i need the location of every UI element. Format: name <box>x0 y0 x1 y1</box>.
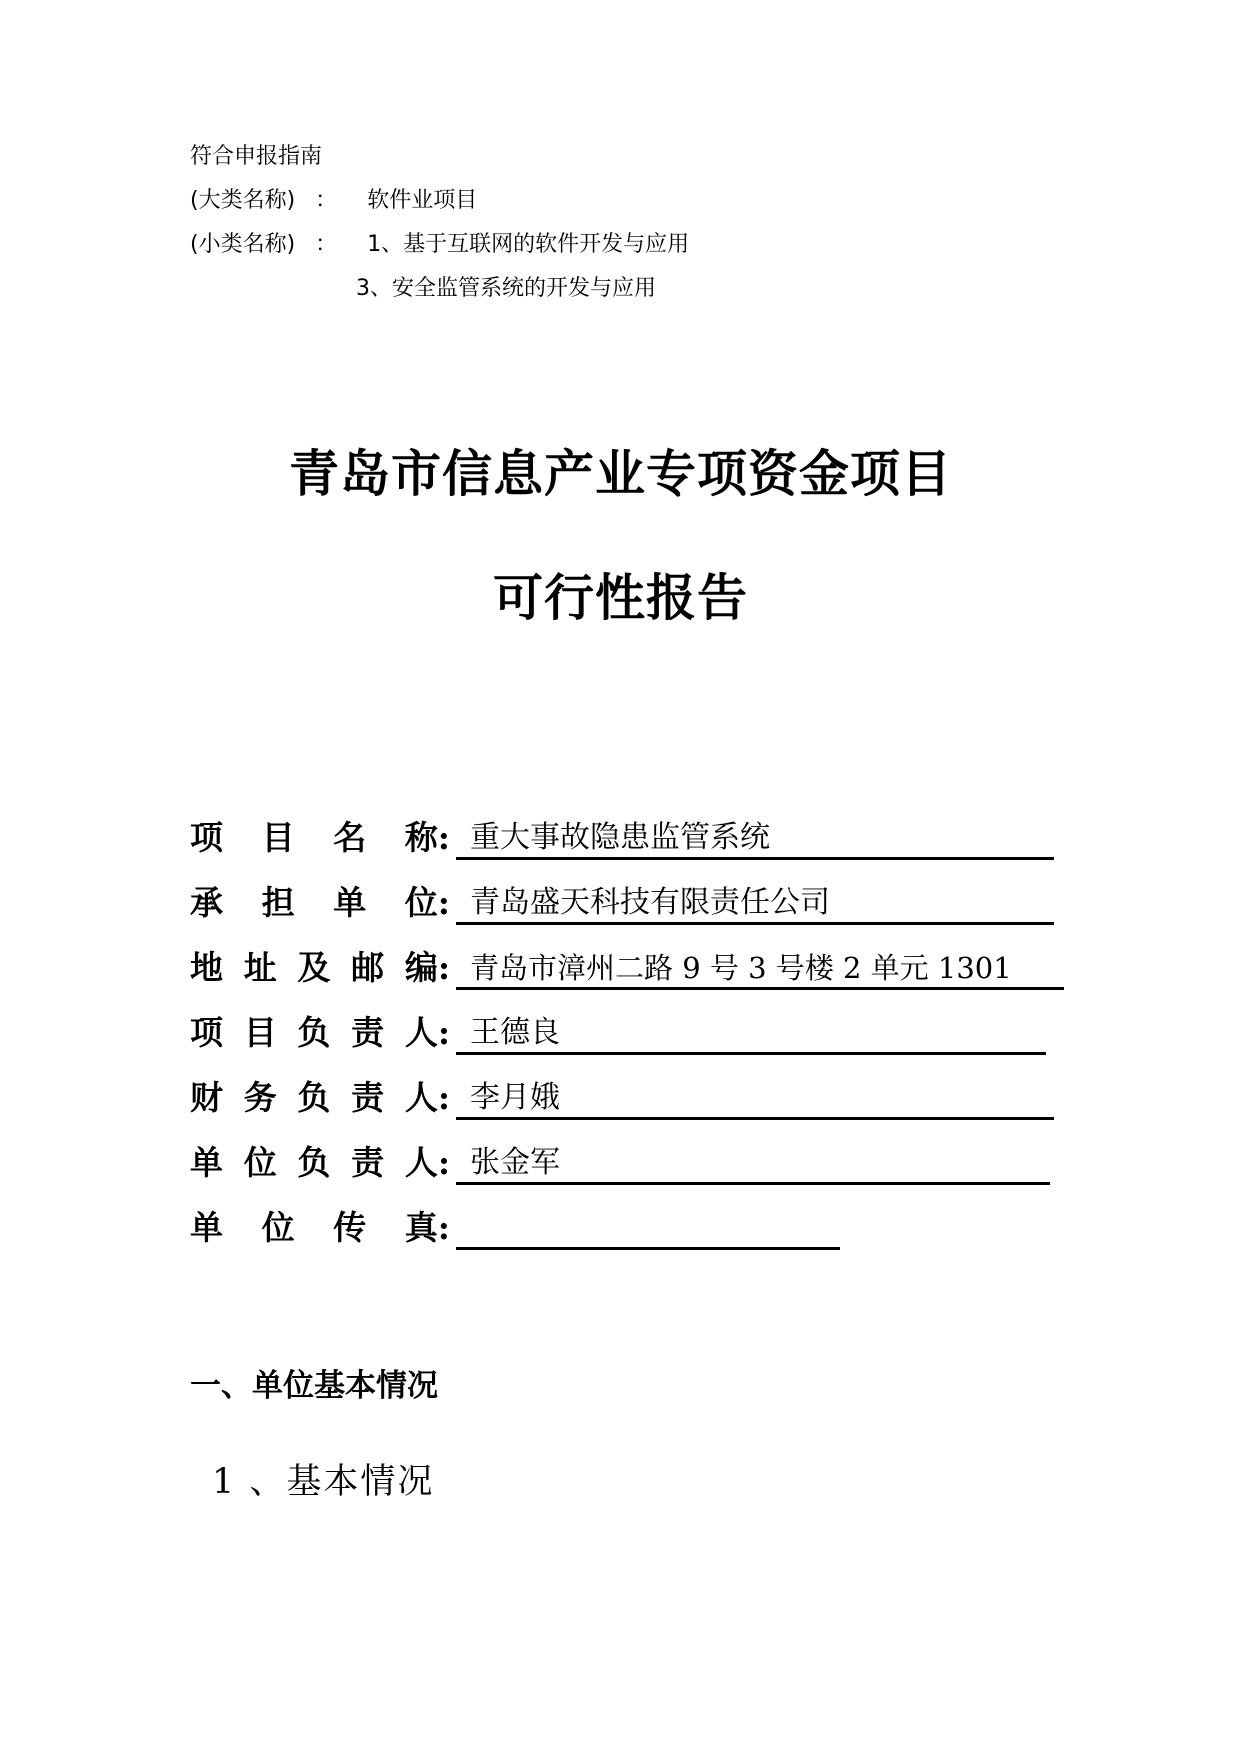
field-finance-leader-label: 财 务 负 责 人: <box>190 1078 450 1117</box>
minor-category-row <box>190 232 689 258</box>
minor-category-value-1: 1、基于互联网的软件开发与应用 <box>367 232 690 257</box>
field-unit-fax-label: 单 位 传 真: <box>190 1208 450 1247</box>
field-unit-leader-label: 单 位 负 责 人: <box>190 1143 450 1182</box>
guide-heading <box>190 144 322 170</box>
document-title-line1: 青岛市信息产业专项资金项目 <box>289 445 952 503</box>
minor-category-sep: ： <box>315 232 338 257</box>
field-unit-leader-value: 张金军 <box>456 1141 1050 1185</box>
field-address-postcode-label: 地 址 及 邮 编: <box>190 948 450 987</box>
minor-category-row-2 <box>356 276 656 302</box>
minor-category-value-2: 3、安全监管系统的开发与应用 <box>356 276 656 301</box>
document-title-line2: 可行性报告 <box>493 569 748 627</box>
field-address-postcode-value: 青岛市漳州二路 9 号 3 号楼 2 单元 1301 <box>456 946 1064 990</box>
subsection-heading-1: 1 、基本情况 <box>212 1462 435 1502</box>
guide-heading-text: 符合申报指南 <box>190 144 323 169</box>
field-project-leader-label: 项 目 负 责 人: <box>190 1013 450 1052</box>
field-finance-leader-value: 李月娥 <box>456 1076 1054 1120</box>
field-undertaking-unit-value: 青岛盛天科技有限责任公司 <box>456 881 1054 925</box>
major-category-row <box>190 188 477 214</box>
field-undertaking-unit-label: 承 担 单 位: <box>190 883 450 922</box>
major-category-sep: ： <box>315 188 338 213</box>
section-heading-1: 一、单位基本情况 <box>190 1368 438 1404</box>
minor-category-label: (小类名称) <box>190 232 296 257</box>
field-unit-fax-value <box>456 1206 840 1250</box>
field-project-name-value: 重大事故隐患监管系统 <box>456 816 1054 860</box>
field-project-leader-value: 王德良 <box>456 1011 1046 1055</box>
major-category-value: 软件业项目 <box>367 188 478 213</box>
field-project-name-label: 项 目 名 称: <box>190 818 450 857</box>
major-category-label: (大类名称) <box>190 188 296 213</box>
